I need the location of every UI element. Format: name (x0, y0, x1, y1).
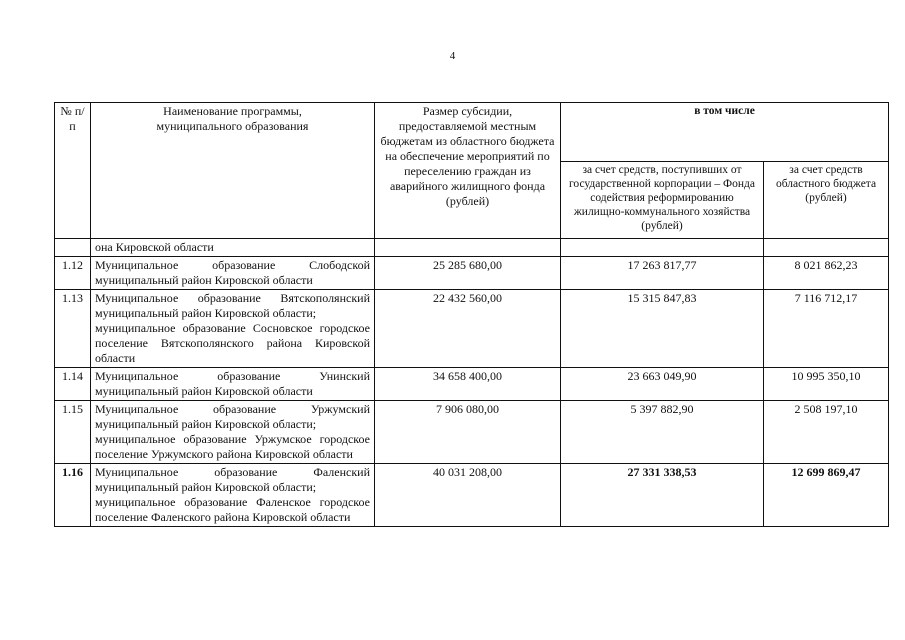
header-subsidy: Размер субсидии, предоставляемой местным бюджетам из областного бюджета на обеспечение мероприятий по переселению граждан из аварийного жилищного фонда (рублей) (375, 103, 561, 239)
row-name-entry: Муниципальное образование Слободской муниципальный район Кировской области (95, 258, 370, 287)
row-regional: 7 116 712,17 (764, 290, 889, 368)
row-number: 1.12 (55, 257, 91, 290)
subsidy-table (54, 102, 889, 527)
row-subsidy: 40 031 208,00 (375, 464, 561, 527)
row-fund: 23 663 049,90 (561, 368, 764, 401)
row-name (91, 368, 375, 401)
row-regional: 10 995 350,10 (764, 368, 889, 401)
row-name-entry: муниципальное образование Фаленское городское поселение Фаленского района Кировской области (95, 495, 370, 524)
continuation-row (55, 239, 889, 257)
row-number: 1.15 (55, 401, 91, 464)
table-row (55, 401, 889, 464)
row-fund: 5 397 882,90 (561, 401, 764, 464)
table-body (55, 239, 889, 527)
row-name-entry: Муниципальное образование Унинский муниципальный район Кировской области (95, 369, 370, 398)
row-name-entry: Муниципальное образование Уржумский муниципальный район Кировской области; (95, 402, 370, 431)
row-fund: 17 263 817,77 (561, 257, 764, 290)
row-subsidy: 25 285 680,00 (375, 257, 561, 290)
row-name-entry: Муниципальное образование Фаленский муниципальный район Кировской области; (95, 465, 370, 494)
header-name-line2: муниципального образования (156, 119, 309, 133)
row-fund: 27 331 338,53 (561, 464, 764, 527)
continuation-num (55, 239, 91, 257)
header-name (91, 103, 375, 239)
row-regional: 8 021 862,23 (764, 257, 889, 290)
row-subsidy: 34 658 400,00 (375, 368, 561, 401)
header-regional: за счет средств областного бюджета (рублей) (764, 162, 889, 239)
header-fund: за счет средств, поступивших от государственной корпорации – Фонда содействия реформированию жилищно-коммунального хозяйства (рублей) (561, 162, 764, 239)
table-row (55, 290, 889, 368)
header-including: в том числе (561, 103, 889, 162)
table-row (55, 368, 889, 401)
row-name (91, 257, 375, 290)
table-row (55, 464, 889, 527)
row-number: 1.16 (55, 464, 91, 527)
row-regional: 12 699 869,47 (764, 464, 889, 527)
page-number: 4 (449, 50, 456, 62)
row-name (91, 401, 375, 464)
row-number: 1.14 (55, 368, 91, 401)
header-name-line1: Наименование программы, (163, 104, 302, 118)
header-num: № п/п (55, 103, 91, 239)
row-name (91, 464, 375, 527)
row-fund: 15 315 847,83 (561, 290, 764, 368)
row-subsidy: 7 906 080,00 (375, 401, 561, 464)
row-name-entry: муниципальное образование Уржумское городское поселение Уржумского района Кировской области (95, 432, 370, 461)
row-name (91, 290, 375, 368)
row-name-entry: муниципальное образование Сосновское городское поселение Вятскополянского района Кировской области (95, 321, 370, 365)
table-row (55, 257, 889, 290)
row-number: 1.13 (55, 290, 91, 368)
row-regional: 2 508 197,10 (764, 401, 889, 464)
row-subsidy: 22 432 560,00 (375, 290, 561, 368)
row-name-entry: Муниципальное образование Вятскополянский муниципальный район Кировской области; (95, 291, 370, 320)
continuation-text: она Кировской области (91, 239, 375, 257)
